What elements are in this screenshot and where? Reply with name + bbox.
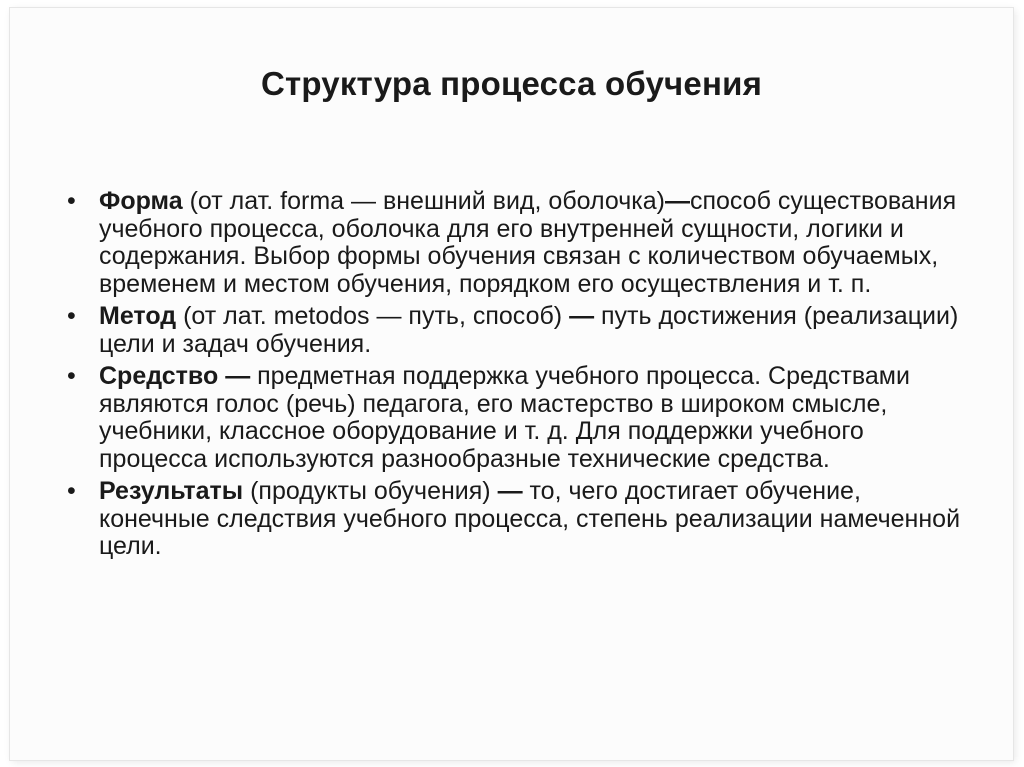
definition-text: то, чего достигает обучение, конечные следствия учебного процесса, степень реализации намеченной цели.	[99, 477, 961, 560]
em-dash: —	[569, 302, 595, 330]
definition-etymology: (продукты обучения)	[243, 477, 498, 505]
bullet-item-metod	[67, 303, 972, 358]
bullet-item-sredstvo	[67, 363, 972, 473]
em-dash: —	[497, 477, 523, 505]
bullet-item-forma	[67, 188, 972, 298]
definition-text: путь достижения (реализации) цели и задач обучения.	[99, 302, 959, 358]
bullet-dot-icon: •	[67, 187, 76, 215]
term-sredstvo: Средство	[99, 362, 219, 390]
definition-etymology: (от лат. forma — внешний вид, оболочка)	[182, 187, 665, 215]
definition-etymology: (от лат. metodos — путь, способ)	[176, 302, 570, 330]
term-forma: Форма	[99, 187, 183, 215]
bullet-list	[67, 188, 972, 566]
em-dash: —	[664, 187, 690, 215]
slide-title: Структура процесса обучения	[260, 65, 763, 102]
bullet-dot-icon: •	[67, 477, 76, 505]
bullet-item-rezultaty	[67, 478, 972, 561]
term-rezultaty: Результаты	[99, 477, 244, 505]
definition-text: способ существования учебного процесса, оболочка для его внутренней сущности, логики и содержания. Выбор формы обучения связан с количеством обучаемых, временем и местом обучения, порядком его осуществления и т. п.	[99, 187, 957, 298]
em-dash: —	[225, 362, 251, 390]
bullet-dot-icon: •	[67, 362, 76, 390]
term-metod: Метод	[99, 302, 177, 330]
definition-text: предметная поддержка учебного процесса. Средствами являются голос (речь) педагога, его мастерство в широком смысле, учебники, классное оборудование и т. д. Для поддержки учебного процесса используются разнообразные технические средства.	[99, 362, 910, 473]
bullet-dot-icon: •	[67, 302, 76, 330]
slide	[10, 8, 1013, 760]
